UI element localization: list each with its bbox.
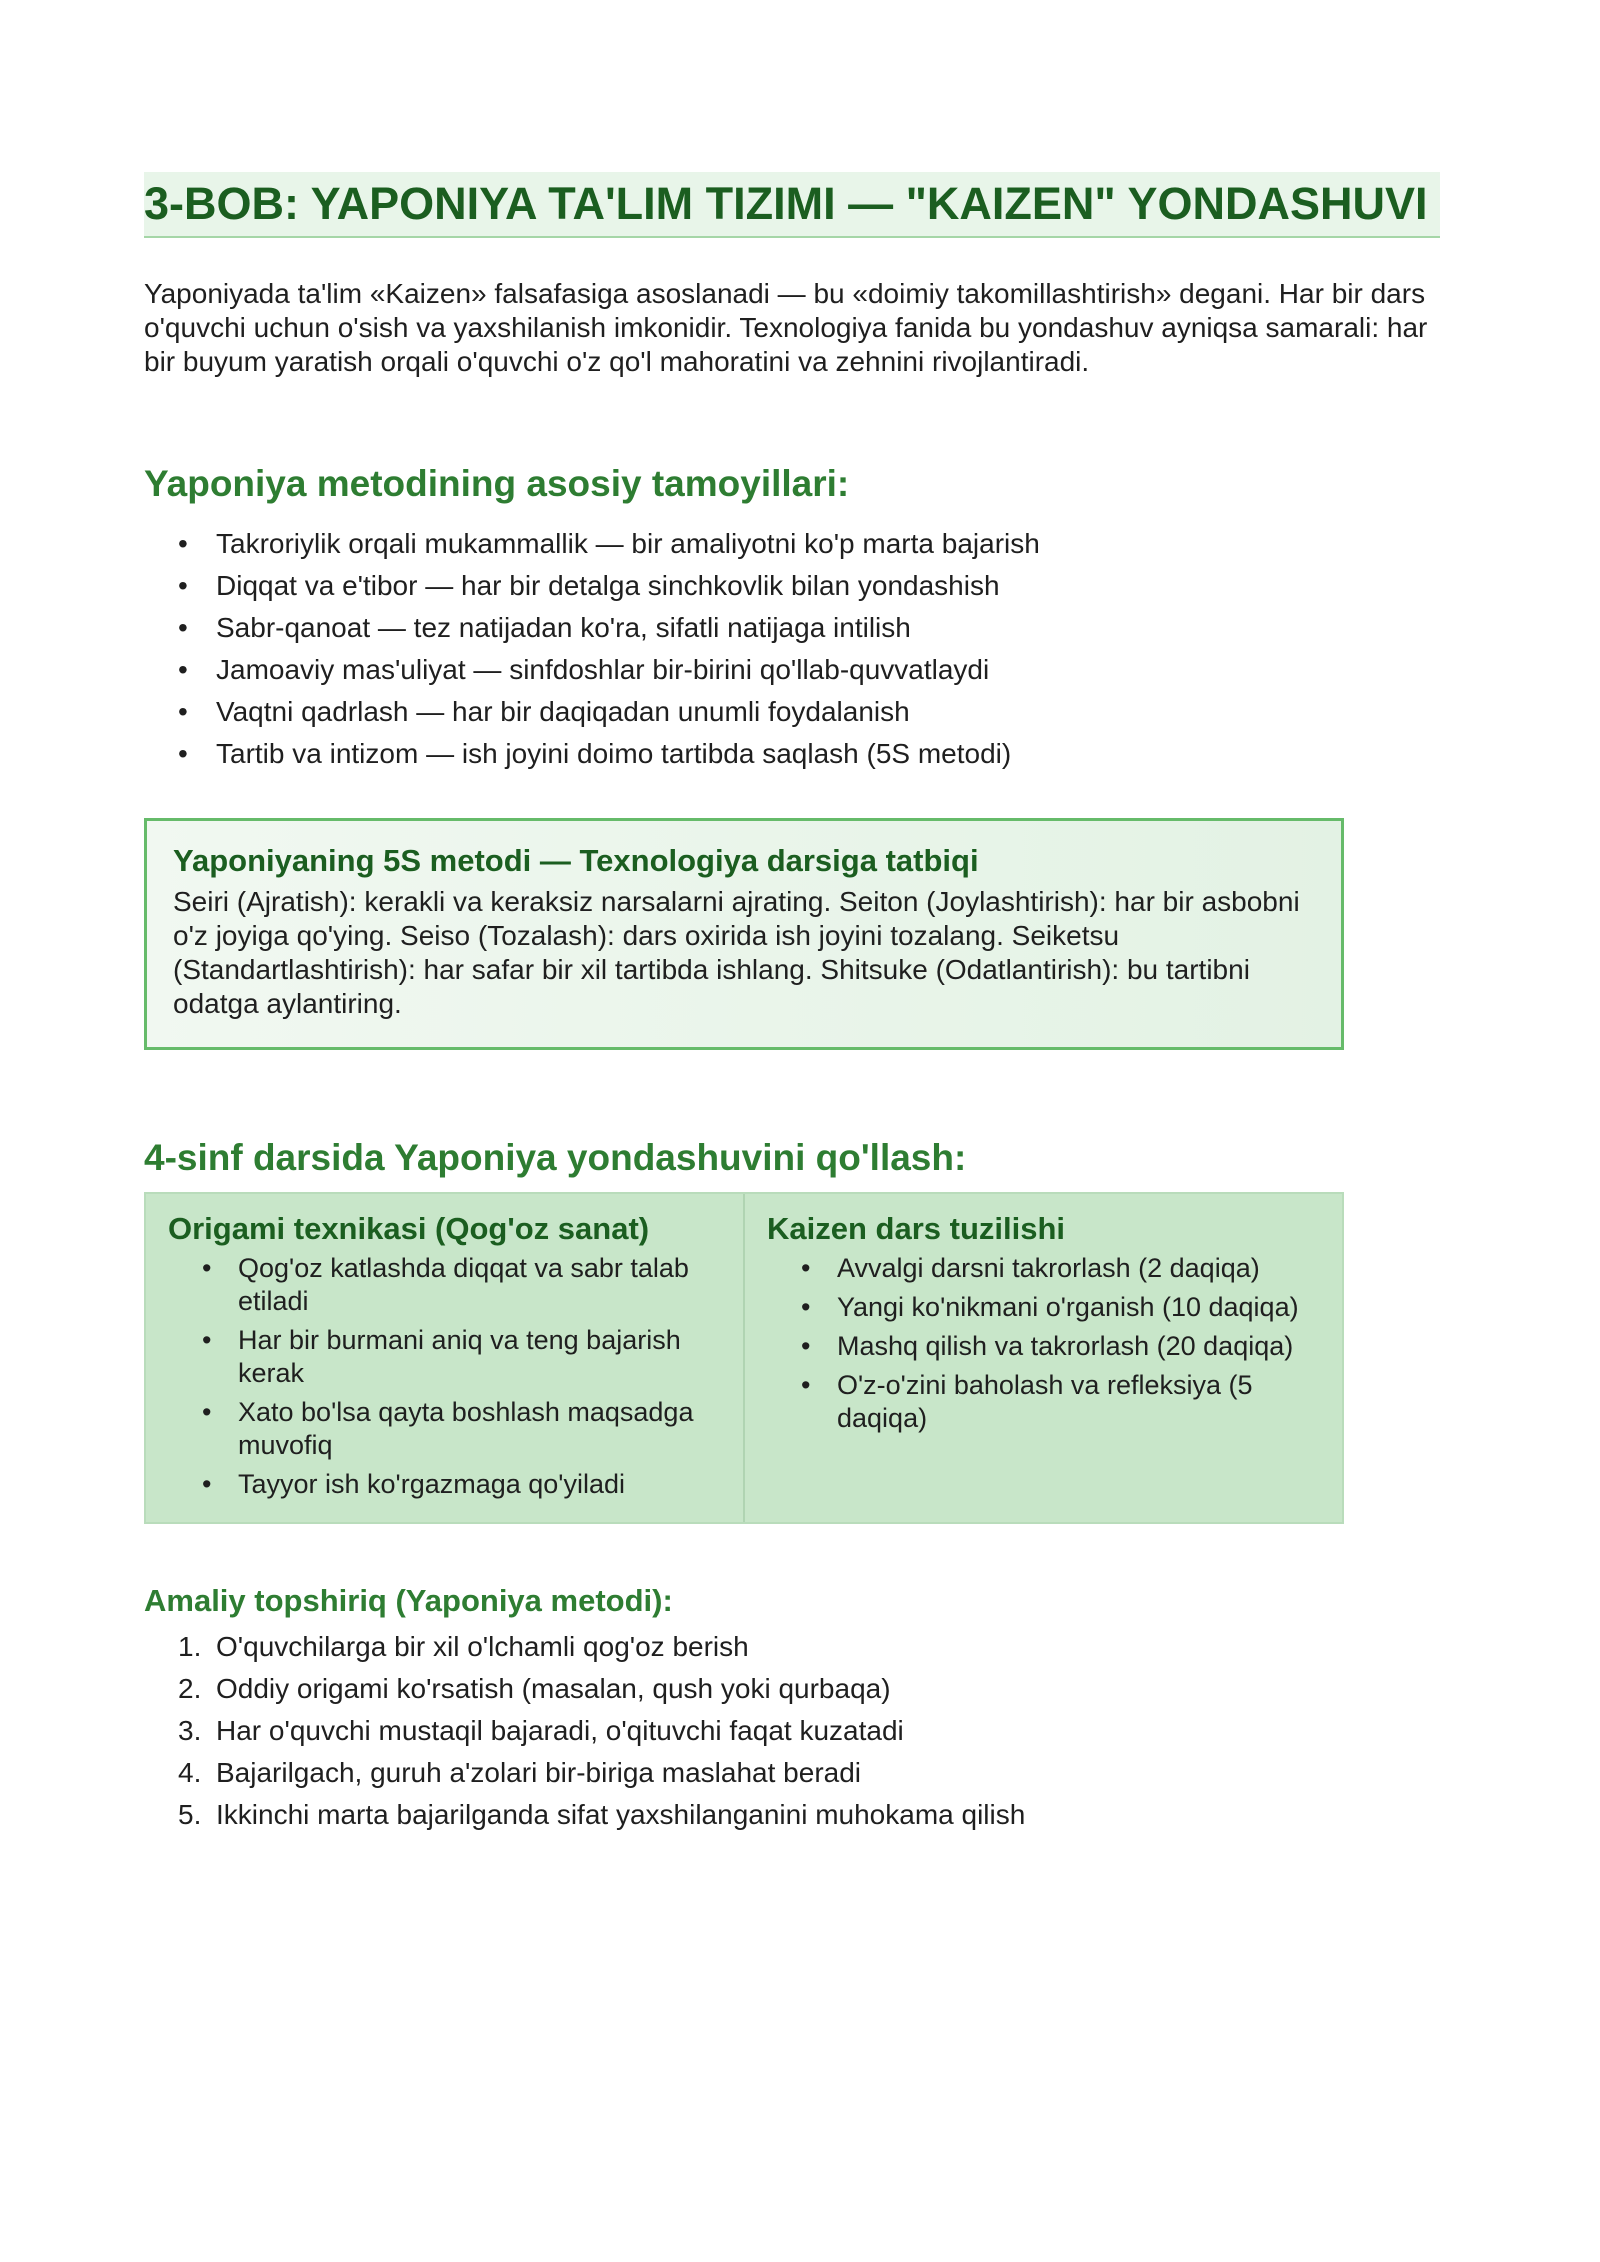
list-item: • Tartib va intizom — ish joyini doimo tartibda saqlash (5S metodi) (144, 733, 1444, 775)
list-item: • Mashq qilish va takrorlash (20 daqiqa) (767, 1330, 1322, 1363)
list-item: • Jamoaviy mas'uliyat — sinfdoshlar bir-birini qo'llab-quvvatlaydi (144, 649, 1444, 691)
origami-list (168, 1252, 723, 1501)
list-item (144, 1710, 1444, 1752)
list-item: • Har bir burmani aniq va teng bajarish kerak (168, 1324, 723, 1390)
application-heading: 4-sinf darsida Yaponiya yondashuvini qo'llash: (144, 1137, 967, 1178)
origami-column-title: Origami texnikasi (Qog'oz sanat) (168, 1211, 650, 1246)
list-item: • Vaqtni qadrlash — har bir daqiqadan unumli foydalanish (144, 691, 1444, 733)
list-item: • Avvalgi darsni takrorlash (2 daqiqa) (767, 1252, 1322, 1285)
step-text: Ikkinchi marta bajarilganda sifat yaxshilanganini muhokama qilish (216, 1799, 1026, 1830)
step-text: Oddiy origami ko'rsatish (masalan, qush yoki qurbaqa) (216, 1673, 891, 1704)
step-number: 1. (178, 1631, 202, 1662)
list-item: • O'z-o'zini baholash va refleksiya (5 daqiqa) (767, 1369, 1322, 1435)
list-item: • Diqqat va e'tibor — har bir detalga sinchkovlik bilan yondashish (144, 565, 1444, 607)
list-item: • Xato bo'lsa qayta boshlash maqsadga muvofiq (168, 1396, 723, 1462)
kaizen-column (743, 1194, 1342, 1522)
intro-paragraph: Yaponiyada ta'lim «Kaizen» falsafasiga asoslanadi — bu «doimiy takomillashtirish» degani. Har bir dars o'quvchi uchun o'sish va yaxshilanish imkonidir. Texnologiya fanida bu yondashuv ayniqsa samarali: har bir buyum yaratish orqali o'quvchi o'z qo'l mahoratini va zehnini rivojlantiradi. (144, 278, 1428, 377)
step-number: 2. (178, 1673, 202, 1704)
kaizen-list (767, 1252, 1322, 1435)
step-text: Bajarilgach, guruh a'zolari bir-biriga maslahat beradi (216, 1757, 862, 1788)
task-heading: Amaliy topshiriq (Yaponiya metodi): (144, 1583, 673, 1618)
list-item (144, 1626, 1444, 1668)
application-two-column-box (144, 1192, 1344, 1524)
list-item: • Sabr-qanoat — tez natijadan ko'ra, sifatli natijaga intilish (144, 607, 1444, 649)
step-text: Har o'quvchi mustaqil bajaradi, o'qituvchi faqat kuzatadi (216, 1715, 904, 1746)
list-item: • Yangi ko'nikmani o'rganish (10 daqiqa) (767, 1291, 1322, 1324)
list-item (144, 1794, 1444, 1836)
step-number: 3. (178, 1715, 202, 1746)
step-number: 4. (178, 1757, 202, 1788)
task-steps-list (144, 1626, 1444, 1836)
list-item (144, 1752, 1444, 1794)
kaizen-column-title: Kaizen dars tuzilishi (767, 1211, 1066, 1246)
origami-column (146, 1194, 743, 1522)
step-text: O'quvchilarga bir xil o'lchamli qog'oz berish (216, 1631, 749, 1662)
list-item: • Takroriylik orqali mukammallik — bir amaliyotni ko'p marta bajarish (144, 523, 1444, 565)
chapter-title: 3-BOB: YAPONIYA TA'LIM TIZIMI — "KAIZEN" YONDASHUVI (144, 172, 1440, 238)
list-item: • Tayyor ish ko'rgazmaga qo'yiladi (168, 1468, 723, 1501)
list-item (144, 1668, 1444, 1710)
principles-list (144, 523, 1444, 775)
list-item: • Qog'oz katlashda diqqat va sabr talab etiladi (168, 1252, 723, 1318)
5s-box-title: Yaponiyaning 5S metodi — Texnologiya darsiga tatbiqi (173, 843, 979, 878)
5s-method-box (144, 818, 1344, 1050)
5s-box-text: Seiri (Ajratish): kerakli va keraksiz narsalarni ajrating. Seiton (Joylashtirish): har bir asbobni o'z joyiga qo'ying. Seiso (Tozalash): dars oxirida ish joyini tozalang. Seiketsu (Standartlashtirish): har safar bir xil tartibda ishlang. Shitsuke (Odatlantirish): bu tartibni odatga aylantiring. (173, 886, 1300, 1019)
principles-heading: Yaponiya metodining asosiy tamoyillari: (144, 463, 850, 504)
step-number: 5. (178, 1799, 202, 1830)
